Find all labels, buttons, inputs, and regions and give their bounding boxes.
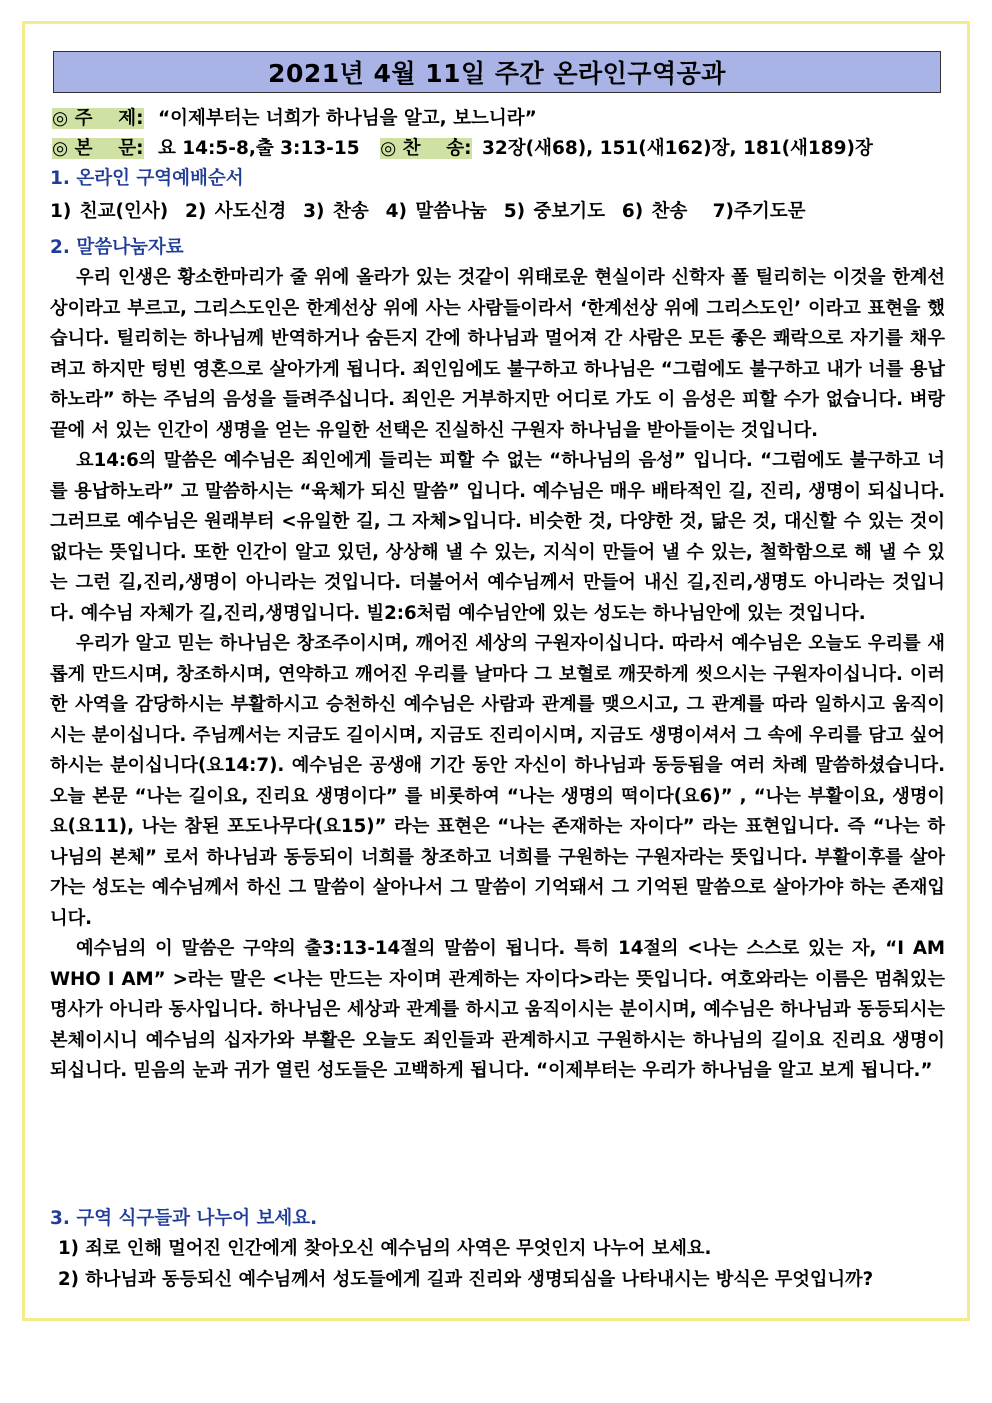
page-title: [53, 51, 941, 93]
section-heading-sharing-material: 2. 말씀나눔자료: [50, 237, 184, 258]
paragraph: 요14:6의 말씀은 예수님은 죄인에게 들리는 피할 수 없는 “하나님의 음성” 입니다. “그럼에도 불구하고 너를 용납하노라” 고 말씀하시는 “육체가 되신 말씀” 입니다. 예수님은 매우 배타적인 길, 진리, 생명이 되십니다. 그러므로 예수님은 원래부터 <유일한 길, 그 자체>입니다. 비슷한 것, 다양한 것, 닮은 것, 대신할 수 있는 것이 없다는 뜻입니다. 또한 인간이 알고 있던, 상상해 낼 수 있는, 지식이 만들어 낼 수 있는, 철학함으로 해 낼 수 있는 그런 길,진리,생명이 아니라는 것입니다. 더불어서 예수님께서 만들어 내신 길,진리,생명도 아니라는 것입니다. 예수님 자체가 길,진리,생명입니다. 빌2:6처럼 예수님안에 있는 성도는 하나님안에 있는 것입니다.: [50, 450, 945, 624]
sharing-material-body: [50, 263, 945, 1087]
discussion-question: 2) 하나님과 동등되신 예수님께서 성도들에게 길과 진리와 생명되심을 나타내시는 방식은 무엇입니까?: [58, 1269, 874, 1290]
paragraph: 우리가 알고 믿는 하나님은 창조주이시며, 깨어진 세상의 구원자이십니다. 따라서 예수님은 오늘도 우리를 새롭게 만드시며, 창조하시며, 연약하고 깨어진 우리를 날마다 그 보혈로 깨끗하게 씻으시는 구원자이십니다. 이러한 사역을 감당하시는 부활하시고 승천하신 예수님은 사람과 관계를 맺으시고, 그 관계를 따라 일하시고 움직이시는 분이십니다. 주님께서는 지금도 길이시며, 지금도 진리이시며, 지금도 생명이셔서 그 속에 우리를 담고 싶어하시는 분이십니다(요14:7). 예수님은 공생애 기간 동안 자신이 하나님과 동등됨을 여러 차례 말씀하셨습니다. 오늘 본문 “나는 길이요, 진리요 생명이다” 를 비롯하여 “나는 생명의 떡이다(요6)” , “나는 부활이요, 생명이요(요11), 나는 참된 포도나무다(요15)” 라는 표현은 “나는 존재하는 자이다” 라는 표현입니다. 즉 “나는 하나님의 본체” 로서 하나님과 동등되이 너희를 창조하고 너희를 구원하는 구원자라는 뜻입니다. 부활이후를 살아가는 성도는 예수님께서 하신 그 말씀이 살아나서 그 말씀이 기억돼서 그 기억된 말씀으로 살아가야 하는 존재입니다.: [50, 633, 945, 929]
section-heading-worship-order: 1. 온라인 구역예배순서: [50, 168, 244, 189]
scripture-label: ◎ 본 문:: [52, 138, 144, 159]
theme-value: “이제부터는 너희가 하나님을 알고, 보느니라”: [157, 108, 537, 129]
paragraph: 예수님의 이 말씀은 구약의 출3:13-14절의 말씀이 됩니다. 특히 14절의 <나는 스스로 있는 자, “I AM WHO I AM” >라는 말은 <나는 만드는 자이며 관계하는 자이다>라는 뜻입니다. 여호와라는 이름은 멈춰있는 명사가 아니라 동사입니다. 하나님은 세상과 관계를 하시고 움직이시는 분이시며, 예수님은 하나님과 동등되시는 본체이시니 예수님의 십자가와 부활은 오늘도 죄인들과 관계하시고 구원하시는 하나님의 길이요 진리요 생명이 되십니다. 믿음의 눈과 귀가 열린 성도들은 고백하게 됩니다. “이제부터는 우리가 하나님을 알고 보게 됩니다.”: [50, 938, 945, 1081]
hymn-value: 32장(새68), 151(새162)장, 181(새189)장: [482, 138, 873, 159]
theme-label: ◎ 주 제:: [52, 108, 144, 129]
hymn-label: ◎ 찬 송:: [380, 138, 472, 159]
section-heading-discussion: 3. 구역 식구들과 나누어 보세요.: [50, 1208, 318, 1229]
scripture-row: [52, 134, 873, 160]
discussion-question: 1) 죄로 인해 멀어진 인간에게 찾아오신 예수님의 사역은 무엇인지 나누어 보세요.: [58, 1238, 712, 1259]
title-text: 2021년 4월 11일 주간 온라인구역공과: [268, 59, 726, 88]
theme-row: [52, 104, 537, 130]
paragraph: 우리 인생은 황소한마리가 줄 위에 올라가 있는 것같이 위태로운 현실이라 신학자 폴 틸리히는 이것을 한계선상이라고 부르고, 그리스도인은 한계선상 위에 사는 사람들이라서 ‘한계선상 위에 그리스도인’ 이라고 표현을 했습니다. 틸리히는 하나님께 반역하거나 숨든지 간에 하나님과 멀어져 간 사람은 모든 좋은 쾌락으로 자기를 채우려고 하지만 텅빈 영혼으로 살아가게 됩니다. 죄인임에도 불구하고 하나님은 “그럼에도 불구하고 내가 너를 용납하노라” 하는 주님의 음성을 들려주십니다. 죄인은 거부하지만 어디로 가도 이 음성은 피할 수가 없습니다. 벼랑 끝에 서 있는 인간이 생명을 얻는 유일한 선택은 진실하신 구원자 하나님을 받아들이는 것입니다.: [50, 267, 945, 441]
scripture-value: 요 14:5-8,출 3:13-15: [157, 138, 360, 159]
worship-order: 1) 친교(인사) 2) 사도신경 3) 찬송 4) 말씀나눔 5) 중보기도 6) 찬송 7)주기도문: [50, 201, 806, 222]
